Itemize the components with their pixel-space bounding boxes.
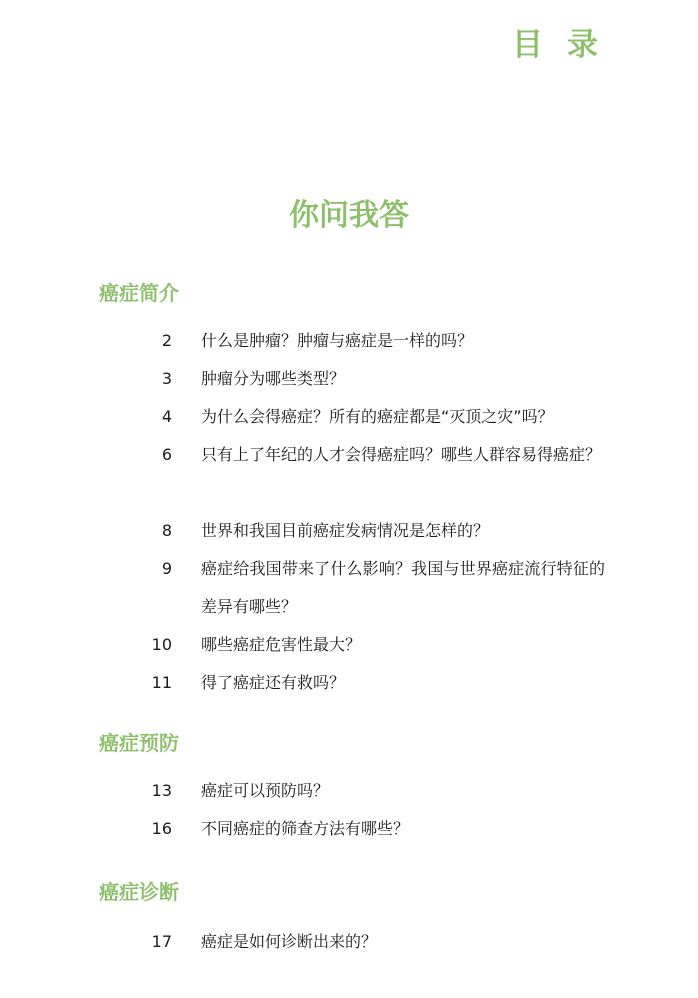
section-title: 癌症诊断 <box>99 880 179 904</box>
entry-title: 得了癌症还有救吗？ <box>201 673 346 692</box>
entry-page-number: 9 <box>161 559 172 578</box>
entry-page-number: 13 <box>151 781 172 800</box>
entry-title: 哪些癌症危害性最大？ <box>201 635 362 654</box>
entry-page-number: 11 <box>151 673 172 692</box>
toc-title: 目录 <box>512 27 622 63</box>
section-title: 癌症预防 <box>99 731 179 755</box>
entry-title: 只有上了年纪的人才会得癌症吗？哪些人群容易得癌症？ <box>201 445 602 464</box>
entry-title: 什么是肿瘤？肿瘤与癌症是一样的吗？ <box>201 331 474 350</box>
entry-page-number: 17 <box>151 932 172 951</box>
part-title: 你问我答 <box>289 198 409 233</box>
entry-title: 世界和我国目前癌症发病情况是怎样的？ <box>201 521 490 540</box>
entry-title: 癌症是如何诊断出来的？ <box>201 932 378 951</box>
entry-page-number: 4 <box>161 407 172 426</box>
entry-title: 癌症给我国带来了什么影响？我国与世界癌症流行特征的差异有哪些？ <box>201 559 605 616</box>
entry-page-number: 2 <box>161 331 172 350</box>
entry-page-number: 6 <box>161 445 172 464</box>
section-title: 癌症简介 <box>99 281 179 305</box>
entry-title: 不同癌症的筛查方法有哪些？ <box>201 819 410 838</box>
entry-page-number: 8 <box>161 521 172 540</box>
entry-title: 肿瘤分为哪些类型？ <box>201 369 346 388</box>
entry-page-number: 10 <box>151 635 172 654</box>
entry-title: 癌症可以预防吗？ <box>201 781 330 800</box>
entry-title: 为什么会得癌症？所有的癌症都是“灭顶之灾”吗？ <box>201 407 554 426</box>
page-header <box>0 22 698 70</box>
entry-page-number: 3 <box>161 369 172 388</box>
entry-page-number: 16 <box>151 819 172 838</box>
